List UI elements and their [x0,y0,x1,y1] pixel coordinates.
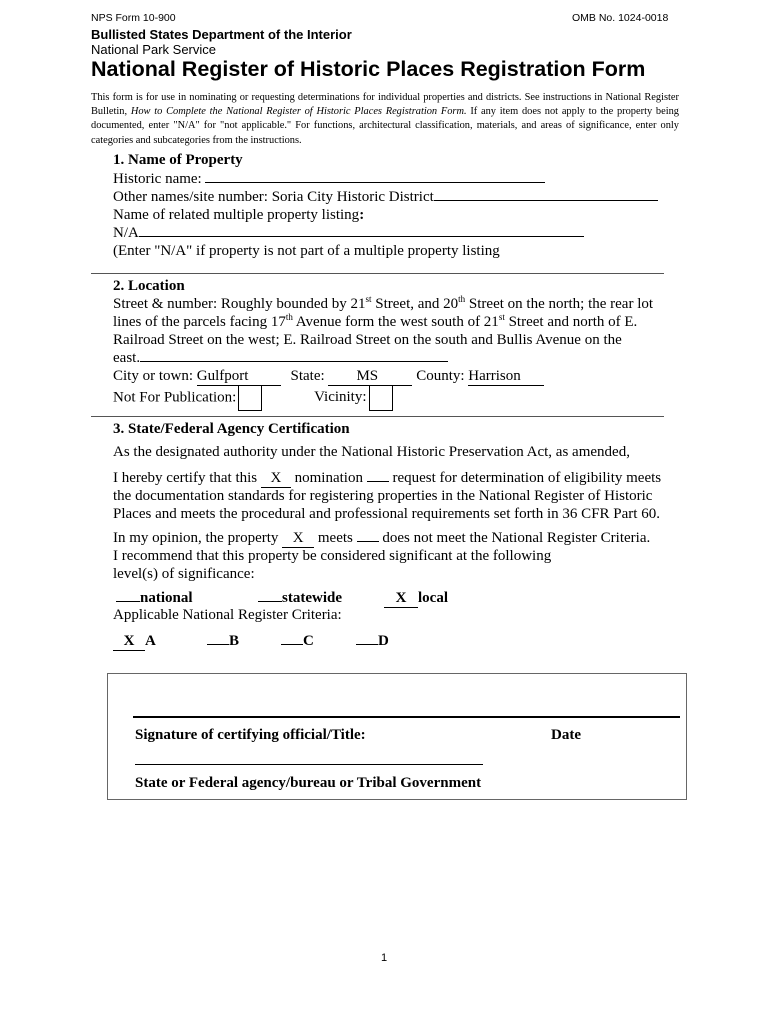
related-listing-row: Name of related multiple property listing: [113,207,365,223]
agency-label: State or Federal agency/bureau or Tribal Government [135,775,482,791]
street-number-line2: lines of the parcels facing 17th Avenue form the west south of 21st Street and north of E. [113,312,638,330]
certify-line3: Places and meets the procedural and professional requirements set forth in 36 CFR Part 60. [113,506,660,522]
historic-name-row: Historic name: [113,171,545,188]
date-label: Date [551,727,581,743]
level-local[interactable]: X local [384,590,448,608]
criterion-d[interactable]: D [356,633,389,650]
meets-mark[interactable]: X [282,531,314,548]
section-divider [91,273,664,274]
request-mark[interactable] [367,480,389,482]
authority-text: As the designated authority under the National Historic Preservation Act, as amended, [113,444,630,460]
nomination-mark[interactable]: X [261,471,291,488]
does-not-meet-mark[interactable] [357,540,379,542]
recommend-line2: level(s) of significance: [113,566,255,582]
service-name: National Park Service [91,42,216,57]
other-names-row: Other names/site number: Soria City Historic District [113,189,658,206]
section-divider [91,416,664,417]
publication-row: Not For Publication: Vicinity: [113,385,393,411]
city-state-county-row: City or town: Gulfport State: MS County: Harrison [113,368,544,386]
recommend-line1: I recommend that this property be considered significant at the following [113,548,552,564]
street-number-line1: Street & number: Roughly bounded by 21st Street, and 20th Street on the north; the rear lot [113,294,654,312]
historic-name-field[interactable] [205,181,545,183]
criterion-a[interactable]: X A [113,633,156,651]
criterion-b[interactable]: B [207,633,239,650]
vicinity-checkbox[interactable] [369,385,393,411]
criteria-label: Applicable National Register Criteria: [113,607,342,623]
certify-line2: the documentation standards for registering properties in the National Register of Historic [113,488,653,504]
section3-heading: 3. State/Federal Agency Certification [113,421,350,437]
city-field[interactable]: Gulfport [197,369,281,386]
related-listing-note: (Enter "N/A" if property is not part of a multiple property listing [113,243,500,259]
other-names-value[interactable]: Soria City Historic District [271,189,434,205]
not-for-publication-checkbox[interactable] [238,385,262,411]
level-national[interactable]: national [116,590,193,607]
criterion-c[interactable]: C [281,633,314,650]
county-field[interactable]: Harrison [468,369,544,386]
signature-label: Signature of certifying official/Title: [135,727,366,743]
section2-heading: 2. Location [113,278,185,294]
department-name: Bullisted States Department of the Interior [91,27,352,42]
street-number-line3: Railroad Street on the west; E. Railroad Street on the south and Bullis Avenue on the [113,332,622,348]
intro-bulletin-title: How to Complete the National Register of Historic Places Registration Form. [130,106,467,118]
intro-paragraph: This form is for use in nominating or requesting determinations for individual properties and districts. See instructions in National Register Bulletin, How to Complete the National Register of Historic Places Registration Form. If any item does not apply to the property being documented, enter "N/A" for "not applicable." For functions, architectural classification, materials, and areas of significance, enter only categories and subcategories from the instructions. [91,92,679,146]
agency-line[interactable] [135,764,483,765]
state-field[interactable]: MS [328,369,412,386]
opinion-line: In my opinion, the property X meets does not meet the National Register Criteria. [113,530,651,546]
certify-line1: I hereby certify that this X nomination request for determination of eligibility meets [113,470,662,486]
page-number: 1 [381,952,388,964]
street-number-line4: east. [113,350,448,367]
level-statewide[interactable]: statewide [258,590,342,607]
section1-heading: 1. Name of Property [113,152,243,168]
omb-number: OMB No. 1024-0018 [572,12,669,24]
form-title: National Register of Historic Places Registration Form [91,57,646,81]
form-number: NPS Form 10-900 [91,12,176,24]
related-listing-value-row [113,225,584,242]
signature-line[interactable] [133,716,680,718]
related-listing-value[interactable]: N/A [113,225,139,241]
